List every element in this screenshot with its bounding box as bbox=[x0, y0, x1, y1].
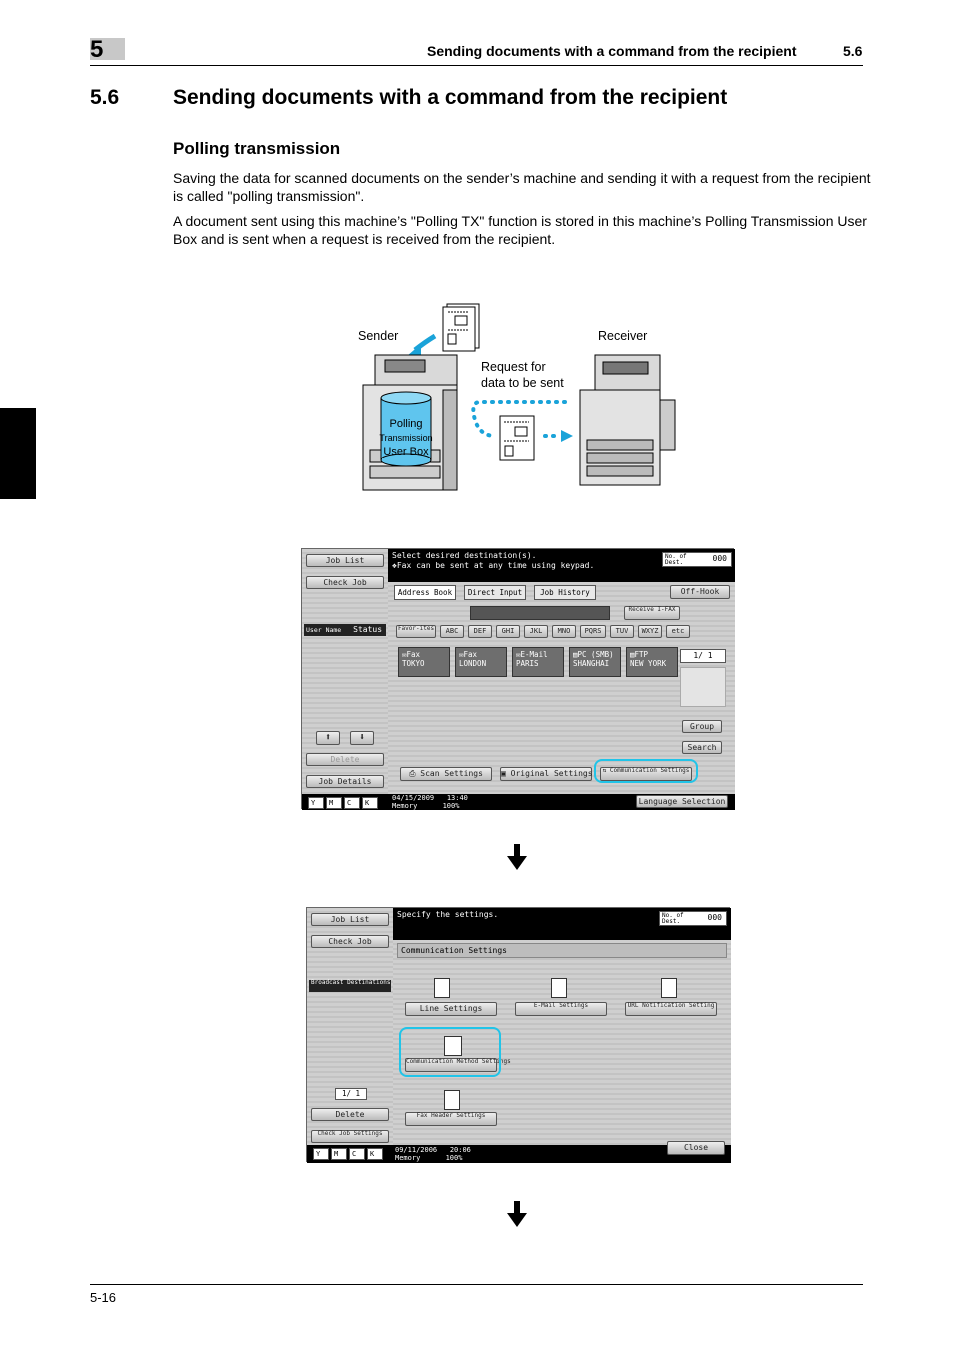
user-status-header bbox=[304, 624, 386, 636]
destination-type: ▤FTP bbox=[630, 650, 649, 659]
dest-count-value-2: 000 bbox=[707, 913, 722, 922]
page-scroll-area[interactable] bbox=[680, 667, 726, 707]
message-line-2: ❖Fax can be sent at any time using keypad. bbox=[392, 561, 595, 570]
memory-value: 100% bbox=[442, 802, 460, 810]
no-of-dest-label-2: No. of Dest. bbox=[662, 912, 684, 925]
request-label-line2: data to be sent bbox=[481, 376, 564, 390]
paragraph-2: A document sent using this machine’s "Polling TX" function is stored in this machine’s Polling Transmission User Box and is sent when a request is received from the recipient. bbox=[173, 213, 867, 247]
status-time: 13:40 bbox=[446, 794, 468, 802]
flow-arrow-1-icon bbox=[507, 856, 527, 870]
communication-method-button[interactable]: Communication Method Settings bbox=[405, 1058, 497, 1072]
status-time-2: 20:06 bbox=[449, 1146, 471, 1154]
request-label-line1: Request for bbox=[481, 360, 546, 374]
sender-label: Sender bbox=[358, 329, 399, 343]
date-time-block bbox=[392, 794, 468, 810]
index-button[interactable]: Favor-ites bbox=[396, 625, 436, 638]
status-label: Status bbox=[353, 625, 383, 634]
index-button[interactable]: WXYZ bbox=[638, 625, 662, 638]
fax-header-button[interactable]: Fax Header Settings bbox=[405, 1112, 497, 1126]
page-indicator-2: 1/ 1 bbox=[335, 1088, 367, 1100]
no-of-dest-label: No. of Dest. bbox=[665, 553, 687, 566]
delete-button-2[interactable]: Delete bbox=[311, 1108, 389, 1121]
index-button[interactable]: MNO bbox=[552, 625, 576, 638]
line-settings-button[interactable]: Line Settings bbox=[405, 1002, 497, 1016]
paragraph-1: Saving the data for scanned documents on the sender’s machine and sending it with a request from the recipient is called "polling transmission". bbox=[173, 170, 871, 204]
destination-type: ✉Fax bbox=[402, 650, 421, 659]
destination-button[interactable] bbox=[626, 647, 678, 677]
chapter-side-tab bbox=[0, 408, 36, 499]
destination-name: PARIS bbox=[516, 659, 539, 668]
toner-level: C bbox=[344, 797, 360, 809]
destination-name: LONDON bbox=[459, 659, 487, 668]
status-date: 04/15/2009 bbox=[392, 794, 435, 802]
footer-rule bbox=[90, 1284, 863, 1285]
index-button[interactable]: PQRS bbox=[580, 625, 606, 638]
transmitted-document-icon bbox=[500, 416, 534, 460]
index-button[interactable]: GHI bbox=[496, 625, 520, 638]
subsection-title: Polling transmission bbox=[173, 139, 341, 158]
delete-button[interactable]: Delete bbox=[306, 753, 384, 766]
destination-name: SHANGHAI bbox=[573, 659, 610, 668]
polling-diagram bbox=[355, 300, 685, 495]
destination-type: ▤PC (SMB) bbox=[573, 650, 614, 659]
section-title: Sending documents with a command from the recipient bbox=[173, 86, 728, 109]
date-time-block-2 bbox=[395, 1146, 471, 1162]
tab-direct-input[interactable]: Direct Input bbox=[464, 585, 526, 600]
highlight-communication-method bbox=[399, 1027, 501, 1077]
original-settings-icon: ▣ bbox=[501, 769, 511, 778]
url-notification-button[interactable]: URL Notification Setting bbox=[625, 1002, 717, 1016]
running-section: 5.6 bbox=[843, 43, 863, 59]
destination-name: TOKYO bbox=[402, 659, 425, 668]
index-button[interactable]: ABC bbox=[440, 625, 464, 638]
section-number: 5.6 bbox=[90, 86, 120, 109]
job-list-button-2[interactable]: Job List bbox=[311, 913, 389, 926]
flow-arrow-2-icon bbox=[507, 1213, 527, 1227]
toner-level: M bbox=[326, 797, 342, 809]
tab-job-history[interactable]: Job History bbox=[534, 585, 596, 600]
message-bar-2: Specify the settings. bbox=[393, 908, 731, 940]
toner-level: K bbox=[362, 797, 378, 809]
toner-level: M bbox=[331, 1148, 347, 1160]
line-settings-icon bbox=[434, 978, 450, 998]
destination-button[interactable] bbox=[455, 647, 507, 677]
toner-level: Y bbox=[308, 797, 324, 809]
job-list-button[interactable]: Job List bbox=[306, 554, 384, 567]
header-rule bbox=[90, 65, 863, 66]
toner-level: C bbox=[349, 1148, 365, 1160]
email-settings-icon bbox=[551, 978, 567, 998]
running-title: Sending documents with a command from the recipient bbox=[427, 43, 797, 59]
dest-count-value: 000 bbox=[712, 554, 727, 563]
check-job-button-2[interactable]: Check Job bbox=[311, 935, 389, 948]
tab-address-book[interactable]: Address Book bbox=[394, 585, 456, 600]
broadcast-destinations-header: Broadcast Destinations bbox=[309, 980, 391, 992]
communication-settings-icon: ⇆ bbox=[602, 767, 610, 774]
highlight-communication-settings bbox=[594, 759, 698, 783]
flow-arrow-2-stem bbox=[514, 1201, 520, 1213]
flow-arrow-1-stem bbox=[514, 844, 520, 856]
page-indicator: 1/ 1 bbox=[680, 649, 726, 663]
receive-ifax-button[interactable]: Receive I-FAX bbox=[624, 606, 680, 620]
url-notification-icon bbox=[661, 978, 677, 998]
index-button[interactable]: DEF bbox=[468, 625, 492, 638]
fax-header-icon bbox=[444, 1090, 460, 1110]
index-button[interactable]: JKL bbox=[524, 625, 548, 638]
receiver-label: Receiver bbox=[598, 329, 648, 343]
check-job-button[interactable]: Check Job bbox=[306, 576, 384, 589]
receiver-machine-icon bbox=[580, 355, 675, 485]
check-job-settings-button[interactable]: Check Job Settings bbox=[311, 1130, 389, 1143]
sender-document-icon bbox=[443, 304, 479, 351]
destination-type: ✉E-Mail bbox=[516, 650, 548, 659]
scroll-up-button[interactable]: ⬆ bbox=[316, 731, 340, 745]
search-field[interactable] bbox=[470, 606, 610, 620]
memory-label: Memory bbox=[392, 802, 418, 810]
user-name-label: User Name bbox=[306, 626, 342, 634]
chapter-number: 5 bbox=[90, 36, 104, 63]
destination-button[interactable] bbox=[512, 647, 564, 677]
job-details-button[interactable]: Job Details bbox=[306, 775, 384, 788]
off-hook-button[interactable]: Off-Hook bbox=[670, 585, 730, 599]
box-label-line2: Transmission bbox=[379, 433, 433, 443]
original-settings-button[interactable]: ▣ Original Settings bbox=[500, 767, 592, 781]
group-button[interactable]: Group bbox=[682, 720, 722, 733]
dest-count-box-2 bbox=[659, 911, 727, 926]
destination-button[interactable] bbox=[569, 647, 621, 677]
destination-button[interactable] bbox=[398, 647, 450, 677]
send-arrow bbox=[561, 430, 573, 442]
index-button[interactable]: etc bbox=[666, 625, 690, 638]
dest-count-box bbox=[662, 552, 732, 567]
toner-level: Y bbox=[313, 1148, 329, 1160]
destination-name: NEW YORK bbox=[630, 659, 667, 668]
address-book-screen bbox=[301, 548, 734, 809]
destination-type: ✉Fax bbox=[459, 650, 478, 659]
communication-settings-screen bbox=[306, 907, 730, 1162]
scan-settings-button[interactable]: ⎙ Scan Settings bbox=[400, 767, 492, 781]
box-label-line3: User Box bbox=[383, 446, 429, 458]
search-button[interactable]: Search bbox=[682, 741, 722, 754]
panel-title: Communication Settings bbox=[397, 943, 727, 958]
page-number: 5-16 bbox=[90, 1290, 117, 1305]
memory-value-2: 100% bbox=[445, 1154, 463, 1162]
message-line-1: Select desired destination(s). bbox=[392, 551, 537, 560]
communication-settings-button[interactable]: ⇆ Communication Settings bbox=[600, 767, 692, 781]
scan-settings-icon: ⎙ bbox=[409, 769, 421, 778]
close-button[interactable]: Close bbox=[667, 1141, 725, 1155]
scroll-down-button[interactable]: ⬇ bbox=[350, 731, 374, 745]
index-button[interactable]: TUV bbox=[610, 625, 634, 638]
language-selection-button[interactable]: Language Selection bbox=[636, 795, 728, 808]
box-label-line1: Polling bbox=[389, 418, 423, 430]
toner-level: K bbox=[367, 1148, 383, 1160]
memory-label-2: Memory bbox=[395, 1154, 421, 1162]
email-settings-button[interactable]: E-Mail Settings bbox=[515, 1002, 607, 1016]
status-date-2: 09/11/2006 bbox=[395, 1146, 438, 1154]
